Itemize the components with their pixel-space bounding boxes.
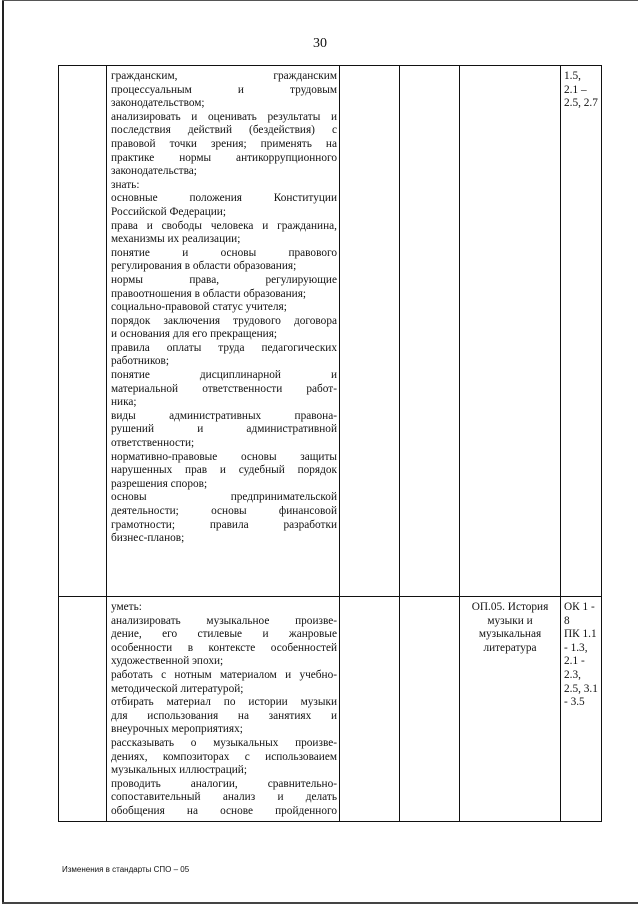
text-line: сопоставительный анализ и делать (111, 791, 337, 804)
text-line: дение, его стилевые и жанровые (111, 628, 337, 641)
text-line: законодательства; (111, 165, 197, 178)
text-line: разрешения споров; (111, 477, 208, 490)
text-line: ответственности; (111, 437, 195, 450)
text-line: материальной ответственности работ- (111, 382, 337, 395)
requirements-cell (107, 597, 340, 822)
text-line: дениях, композиторах с использоваием (111, 750, 337, 763)
hours-mandatory-cell (400, 597, 460, 822)
index-cell (59, 597, 107, 822)
competencies-text (564, 70, 601, 111)
text-line: процессуальным и трудовым (111, 83, 337, 96)
text-line: ника; (111, 396, 137, 409)
table-row (59, 597, 602, 822)
text-line: 2.3, (564, 668, 581, 681)
text-line: ПК 1.1 (564, 628, 597, 641)
text-line: социально-правовой статус учителя; (111, 301, 287, 314)
footer-note: Изменения в стандарты СПО – 05 (62, 865, 190, 874)
text-line: деятельности; основы финансовой (111, 505, 337, 517)
page-left-border (2, 0, 4, 903)
text-line: рассказывать о музыкальных произве- (111, 736, 337, 749)
text-line: обобщения на основе пройденного (111, 804, 337, 817)
text-line: знать: (111, 178, 140, 191)
text-line: внеурочных мероприятиях; (111, 723, 243, 736)
competencies-cell (561, 66, 602, 597)
text-line: музыки и (487, 614, 533, 627)
text-line: гражданским, гражданским (111, 70, 337, 82)
text-line: законодательством; (111, 97, 205, 110)
requirements-text (111, 70, 337, 546)
text-line: практике нормы антикоррупционного (111, 151, 337, 164)
text-line: 2.5, 3.1 (564, 682, 598, 695)
text-line: работников; (111, 355, 169, 368)
requirements-text (111, 601, 337, 819)
text-line: бизнес-планов; (111, 532, 185, 545)
table-row (59, 66, 602, 597)
discipline-name (462, 601, 558, 655)
text-line: - 1.3, (564, 641, 588, 654)
text-line: механизмы их реализации; (111, 233, 241, 246)
text-line: 8 (564, 614, 570, 627)
text-line: 2.5, 2.7 (564, 97, 598, 110)
text-line: понятие и основы правового (111, 246, 337, 259)
text-line: правовой точки зрения; применять на (111, 137, 337, 150)
text-line: нарушенных прав и судебный порядок (111, 464, 337, 477)
index-cell (59, 66, 107, 597)
text-line: - 3.5 (564, 696, 585, 709)
text-line: особенности в контексте особенностей (111, 641, 337, 654)
text-line: права и свободы человека и гражданина, (111, 219, 337, 232)
text-line: порядок заключения трудового договора (111, 314, 337, 327)
requirements-cell (107, 66, 340, 597)
text-line: методической литературой; (111, 682, 244, 695)
text-line: нормы права, регулирующие (111, 273, 337, 286)
text-line: 2.1 – (564, 83, 587, 96)
competencies-text (564, 601, 601, 710)
standards-table (58, 65, 602, 822)
text-line: основы предпринимательской (111, 491, 337, 504)
text-line: проводить аналогии, сравнительно- (111, 777, 337, 790)
page-number: 30 (313, 36, 327, 51)
page-bottom-border (2, 902, 638, 904)
text-line: художественной эпохи; (111, 655, 224, 668)
text-line: ОП.05. История (471, 601, 549, 613)
competencies-cell (561, 597, 602, 822)
text-line: отбирать материал по истории музыки (111, 696, 337, 709)
text-line: 1.5, (564, 70, 581, 82)
text-line: уметь: (111, 601, 142, 613)
text-line: правоотношения в области образования; (111, 287, 307, 300)
text-line: правила оплаты труда педагогических (111, 341, 337, 354)
page-top-border (2, 0, 638, 1)
discipline-cell (460, 597, 561, 822)
text-line: и основания для его прекращения; (111, 328, 278, 341)
text-line: последствия действий (бездействия) с (111, 124, 337, 137)
text-line: ОК 1 - (564, 601, 595, 613)
text-line: регулирования в области образования; (111, 260, 297, 273)
text-line: грамотности; правила разработки (111, 518, 337, 531)
text-line: для использования на занятиях и (111, 709, 337, 722)
text-line: Российской Федерации; (111, 205, 226, 218)
text-line: виды административных правона- (111, 409, 337, 422)
text-line: анализировать и оценивать результаты и (111, 110, 337, 123)
hours-mandatory-cell (400, 66, 460, 597)
text-line: рушений и административной (111, 423, 337, 436)
hours-total-cell (340, 66, 400, 597)
text-line: анализировать музыкальное произве- (111, 614, 337, 627)
text-line: музыкальная (478, 628, 542, 641)
discipline-cell (460, 66, 561, 597)
text-line: литература (483, 641, 537, 654)
text-line: понятие дисциплинарной и (111, 369, 337, 382)
text-line: нормативно-правовые основы защиты (111, 450, 337, 463)
text-line: музыкальных иллюстраций; (111, 764, 247, 777)
text-line: основные положения Конституции (111, 192, 337, 205)
text-line: работать с нотным материалом и учебно- (111, 668, 337, 681)
hours-total-cell (340, 597, 400, 822)
text-line: 2.1 - (564, 655, 585, 668)
